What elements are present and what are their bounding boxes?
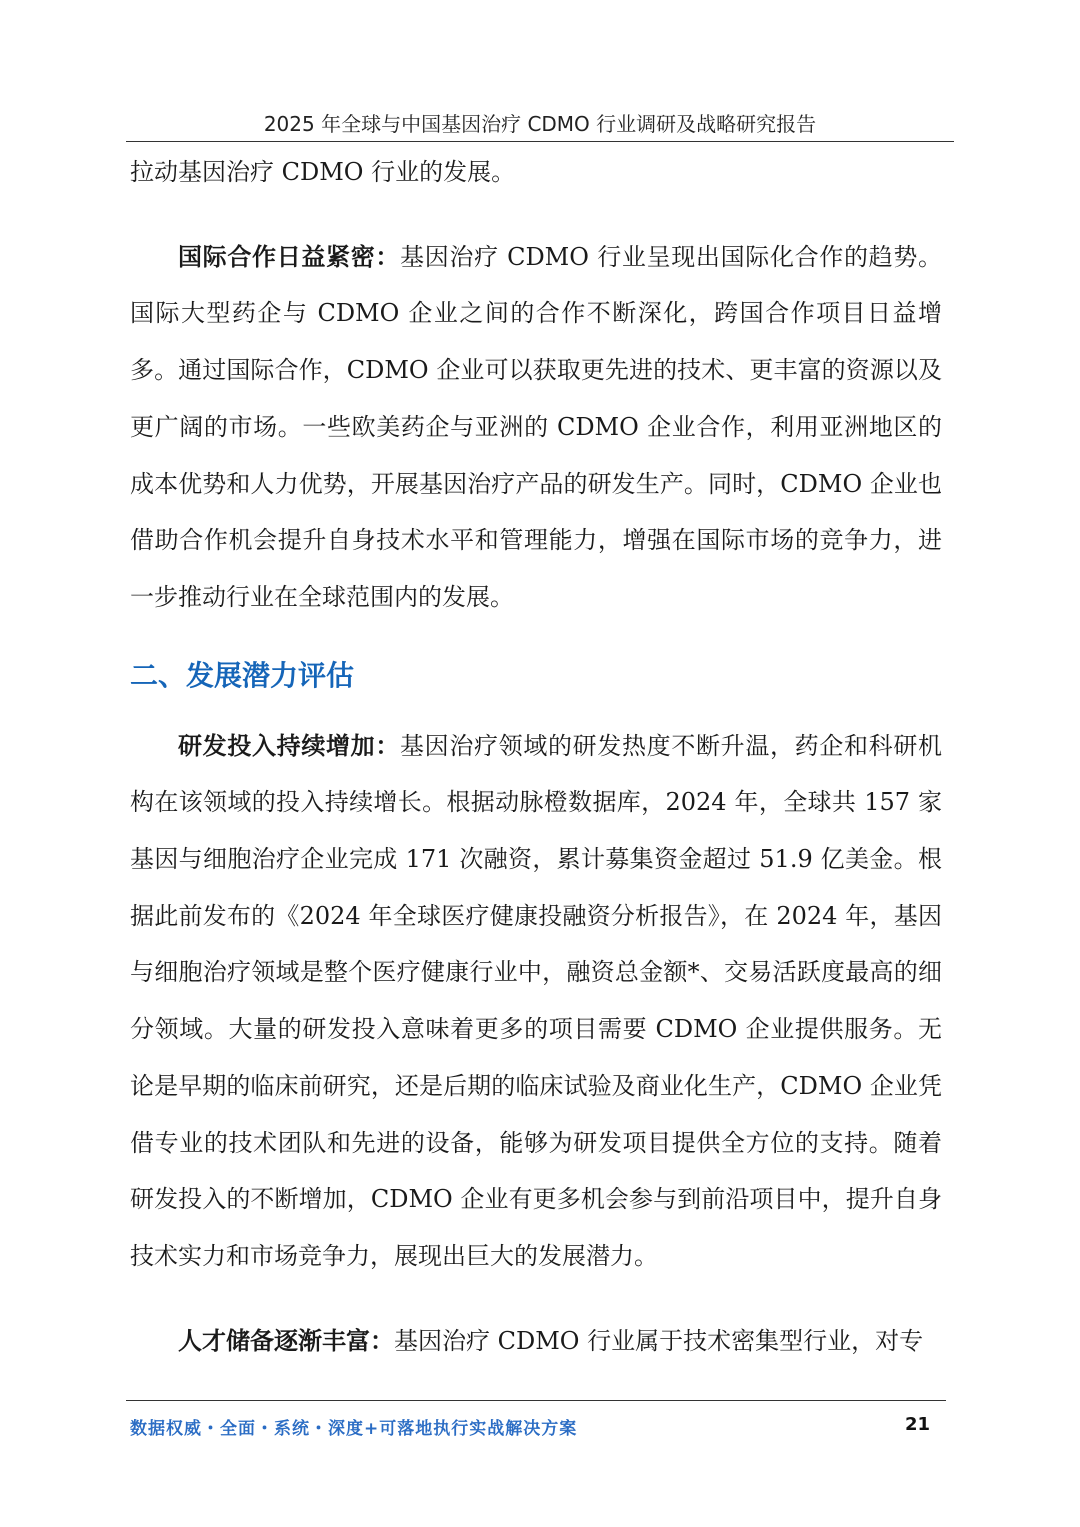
page-header-title: 2025 年全球与中国基因治疗 CDMO 行业调研及战略研究报告 [263, 112, 817, 136]
intl-cooperation-paragraph [130, 229, 942, 626]
section-heading: 二、发展潜力评估 [130, 658, 355, 692]
talent-lead: 人才储备逐渐丰富： [178, 1326, 394, 1355]
talent-paragraph [130, 1313, 942, 1370]
page-body [130, 144, 942, 1369]
header-rule [126, 141, 954, 142]
footer-slogan: 数据权威・全面・系统・深度+可落地执行实战解决方案 [130, 1419, 578, 1439]
rd-investment-paragraph [130, 718, 942, 1285]
rd-investment-text: 基因治疗领域的研发热度不断升温，药企和科研机构在该领域的投入持续增长。根据动脉橙数据库，2024 年，全球共 157 家基因与细胞治疗企业完成 171 次融资，累计募集资金超过 51.9 亿美金。根据此前发布的《2024 年全球医疗健康投融资分析报告》，在 2024 年，基因与细胞治疗领域是整个医疗健康行业中，融资总金额*、交易活跃度最高的细分领域。大量的研发投入意味着更多的项目需要 CDMO 企业提供服务。无论是早期的临床前研究，还是后期的临床试验及商业化生产，CDMO 企业凭借专业的技术团队和先进的设备，能够为研发项目提供全方位的支持。随着研发投入的不断增加，CDMO 企业有更多机会参与到前沿项目中，提升自身技术实力和市场竞争力，展现出巨大的发展潜力。 [130, 731, 942, 1270]
intl-cooperation-text: 基因治疗 CDMO 行业呈现出国际化合作的趋势。国际大型药企与 CDMO 企业之间的合作不断深化，跨国合作项目日益增多。通过国际合作，CDMO 企业可以获取更先进的技术、更丰富的资源以及更广阔的市场。一些欧美药企与亚洲的 CDMO 企业合作，利用亚洲地区的成本优势和人力优势，开展基因治疗产品的研发生产。同时，CDMO 企业也借助合作机会提升自身技术水平和管理能力，增强在国际市场的竞争力，进一步推动行业在全球范围内的发展。 [130, 242, 942, 611]
page-number: 21 [904, 1414, 930, 1435]
talent-text: 基因治疗 CDMO 行业属于技术密集型行业，对专 [394, 1326, 924, 1355]
footer-rule [126, 1400, 946, 1401]
rd-investment-lead: 研发投入持续增加： [178, 731, 400, 760]
intl-cooperation-lead: 国际合作日益紧密： [178, 242, 401, 271]
continuation-paragraph: 拉动基因治疗 CDMO 行业的发展。 [130, 158, 516, 186]
